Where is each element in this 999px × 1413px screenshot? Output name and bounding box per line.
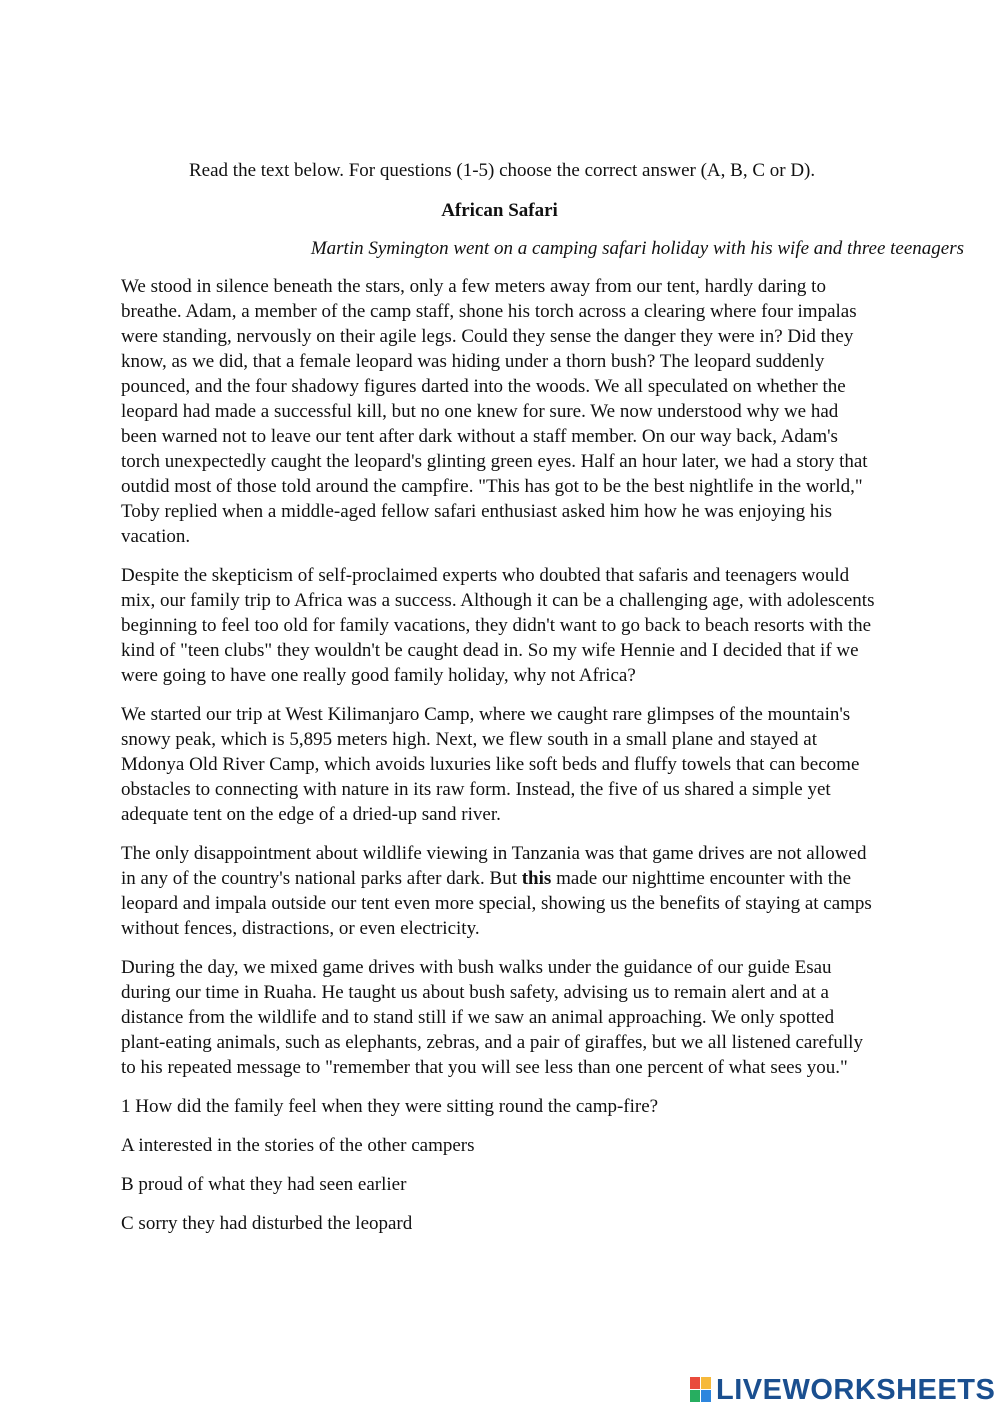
paragraph-4 — [121, 841, 877, 941]
paragraph-3: We started our trip at West Kilimanjaro Camp, where we caught rare glimpses of the mountain's snowy peak, which is 5,895 meters high. Next, we flew south in a small plane and stayed at Mdonya Old River Camp, which avoids luxuries like soft beds and fluffy towels that can become obstacles to connecting with nature in its raw form. Instead, the five of us shared a simple yet adequate tent on the edge of a dried-up sand river. — [121, 704, 860, 825]
answer-option-b: B proud of what they had seen earlier — [121, 1174, 407, 1195]
instruction-text: Read the text below. For questions (1-5) choose the correct answer (A, B, C or D). — [189, 160, 816, 181]
paragraph-1: We stood in silence beneath the stars, only a few meters away from our tent, hardly daring to breathe. Adam, a member of the camp staff, shone his torch across a clearing where four impalas were standing, nervously on their agile legs. Could they sense the danger they were in? Did they know, as we did, that a female leopard was hiding under a thorn bush? The leopard suddenly pounced, and the four shadowy figures darted into the woods. We all speculated on whether the leopard had made a successful kill, but no one knew for sure. We now understood why we had been warned not to leave our tent after dark without a staff member. On our way back, Adam's torch unexpectedly caught the leopard's glinting green eyes. Half an hour later, we had a story that outdid most of those told around the campfire. "This has got to be the best nightlife in the world," Toby replied when a middle-aged fellow safari enthusiast asked him how he was enjoying his vacation. — [121, 276, 868, 547]
subtitle — [0, 236, 964, 262]
paragraph-4-before: The only disappointment about wildlife viewing in Tanzania was that game drives are not allowed in any of the country's national parks after dark. But — [121, 843, 867, 889]
article-body — [121, 274, 877, 1250]
logo-text: LIVEWORKSHEETS — [716, 1373, 996, 1406]
question-1: 1 How did the family feel when they were sitting round the camp-fire? — [121, 1096, 659, 1117]
paragraph-5: During the day, we mixed game drives with bush walks under the guidance of our guide Esau during our time in Ruaha. He taught us about bush safety, advising us to remain alert and at a distance from the wildlife and to stand still if we saw an animal approaching. We only spotted plant-eating animals, such as elephants, zebras, and a pair of giraffes, but we all listened carefully to his repeated message to "remember that you will see less than one percent of what sees you." — [121, 957, 863, 1078]
answer-option-c: C sorry they had disturbed the leopard — [121, 1213, 413, 1234]
page-title: African Safari — [441, 200, 558, 221]
subtitle-text: Martin Symington went on a camping safari holiday with his wife and three teenagers — [310, 238, 964, 259]
paragraph-4-after: made our nighttime encounter with the leopard and impala outside our tent even more special, showing us the benefits of staying at camps without fences, distractions, or even electricity. — [121, 868, 872, 939]
paragraph-4-bold: this — [521, 868, 552, 889]
paragraph-2: Despite the skepticism of self-proclaimed experts who doubted that safaris and teenagers would mix, our family trip to Africa was a success. Although it can be a challenging age, with adolescents beginning to feel too old for family vacations, they didn't want to go back to beach resorts with the kind of "teen clubs" they wouldn't be caught dead in. So my wife Hennie and I decided that if we were going to have one really good family holiday, why not Africa? — [121, 565, 875, 686]
answer-option-a: A interested in the stories of the other campers — [121, 1135, 475, 1156]
liveworksheets-logo-icon — [690, 1377, 712, 1403]
liveworksheets-logo — [690, 1374, 995, 1406]
